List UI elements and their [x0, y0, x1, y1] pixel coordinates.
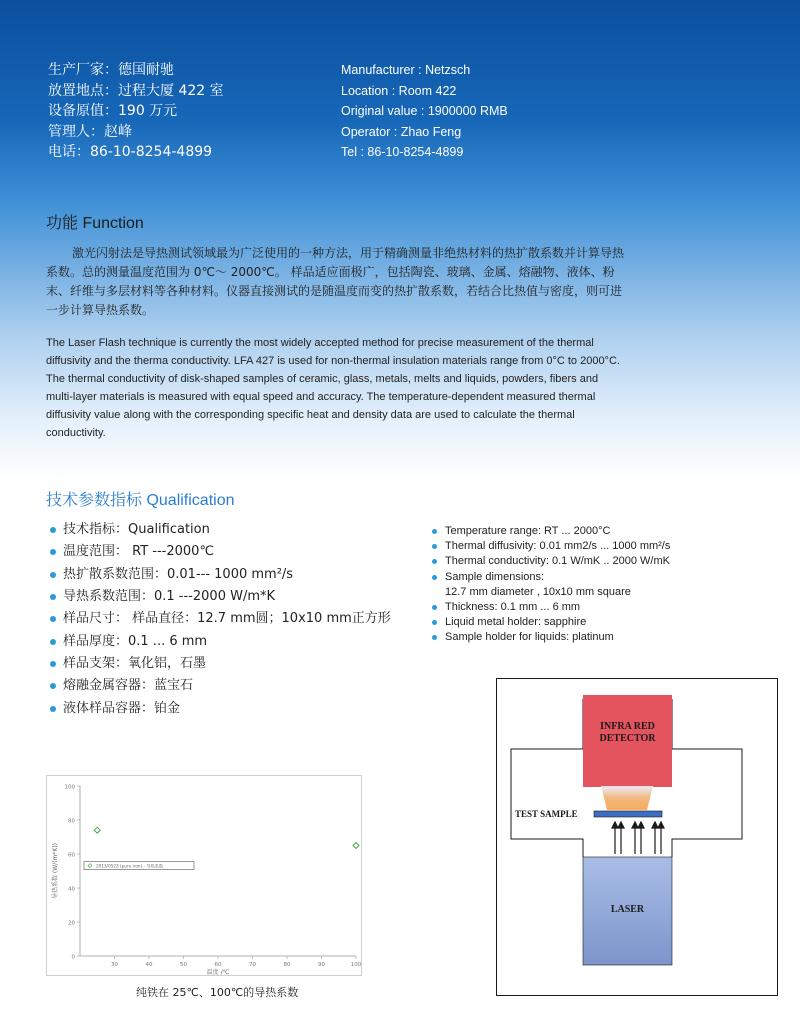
- bullet-icon: [432, 575, 437, 580]
- x-tick-label: 100: [350, 962, 362, 968]
- detector-label-2: DETECTOR: [599, 733, 656, 744]
- bullet-icon: [432, 529, 437, 534]
- qualification-title: 技术参数指标 Qualification: [46, 492, 235, 509]
- bullet-icon: [432, 605, 437, 610]
- y-axis-label: 导热系数 (W/(m*K)): [52, 842, 59, 900]
- function-text-en-2: The thermal conductivity of disk-shaped samples of ceramic, glass, metals, melts and liquids, powders, fibers and multi-layer materials is measured with equal speed and accuracy. The temperature-dependent measured thermal diffusivity value along with the corresponding specific heat and density data are used to calculate the thermal conductivity.: [46, 373, 599, 439]
- function-text-en: [46, 334, 621, 442]
- list-item: 样品支架：氧化铝，石墨: [50, 653, 391, 675]
- y-tick-label: 100: [64, 784, 75, 791]
- data-point: [94, 827, 100, 833]
- x-tick-label: 90: [318, 962, 325, 968]
- list-item: Temperature range: RT ... 2000°C: [432, 524, 670, 539]
- info-manufacturer-zh: 生产厂家：德国耐驰: [48, 62, 174, 78]
- y-tick-label: 80: [68, 818, 75, 825]
- bullet-icon: [432, 620, 437, 625]
- laser-arrows: [612, 822, 664, 854]
- detector-label-1: INFRA RED: [600, 721, 655, 732]
- info-value-en: Original value : 1900000 RMB: [341, 104, 508, 118]
- list-item: Liquid metal holder: sapphire: [432, 615, 670, 630]
- list-item: 热扩散系数范围：0.01--- 1000 mm²/s: [50, 564, 391, 586]
- x-tick-label: 40: [145, 962, 153, 968]
- bullet-icon: [432, 635, 437, 640]
- info-zh: [48, 60, 224, 163]
- list-item: 液体样品容器：铂金: [50, 697, 391, 719]
- list-item: Thickness: 0.1 mm ... 6 mm: [432, 600, 670, 615]
- info-location-en: Location : Room 422: [341, 83, 457, 98]
- info-en: [341, 60, 508, 163]
- list-item: Thermal diffusivity: 0.01 mm2/s ... 1000 mm²/s: [432, 539, 670, 554]
- bullet-icon: [50, 639, 56, 645]
- info-manufacturer-en: Manufacturer : Netzsch: [341, 63, 471, 77]
- list-item-sub: 12.7 mm diameter , 10x10 mm square: [445, 585, 631, 598]
- info-tel-zh: 电话：86-10-8254-4899: [48, 144, 213, 160]
- chart-legend: 2013/0523 (pure iron) - 导热系数: [96, 863, 164, 869]
- list-item: 导热系数范围：0.1 ---2000 W/m*K: [50, 586, 391, 608]
- bullet-icon: [432, 544, 437, 549]
- list-item: Thermal conductivity: 0.1 W/mK .. 2000 W/mK: [432, 554, 670, 569]
- chart-caption: 纯铁在 25℃、100℃的导热系数: [136, 986, 299, 999]
- list-item: 样品尺寸： 样品直径：12.7 mm圆；10x10 mm正方形: [50, 608, 391, 630]
- laser-flash-diagram: [496, 678, 778, 996]
- info-operator-en: Operator : Zhao Feng: [341, 124, 462, 139]
- y-tick-label: 0: [71, 954, 75, 961]
- y-tick-label: 40: [68, 886, 75, 893]
- heat-cone: [601, 786, 653, 810]
- bullet-icon: [50, 594, 56, 600]
- info-location-zh: 放置地点：过程大厦 422 室: [48, 82, 224, 99]
- x-axis-label: 温度 /℃: [206, 969, 230, 976]
- x-tick-label: 80: [283, 962, 291, 968]
- qualification-list-en: [432, 524, 670, 646]
- list-item: 熔融金属容器：蓝宝石: [50, 675, 391, 697]
- function-text-zh: 激光闪射法是导热测试领域最为广泛使用的一种方法，用于精确测量非绝热材料的热扩散系数并计算导热系数。总的测量温度范围为 0℃～ 2000℃。 样品适应面极广，包括陶瓷、玻璃、金属、熔融物、液体、粉末、纤维与多层材料等各种材料。仪器直接测试的是随温度而变的热扩散系数，若结合比热值与密度，则可进一步计算导热系数。: [46, 246, 625, 317]
- bullet-icon: [50, 549, 56, 555]
- test-sample-label: TEST SAMPLE: [515, 809, 578, 819]
- chart-svg: [47, 776, 363, 977]
- list-item: 温度范围： RT ---2000℃: [50, 541, 391, 563]
- info-value-zh: 设备原值：190 万元: [48, 103, 178, 119]
- bullet-icon: [432, 559, 437, 564]
- function-text-en-1: The Laser Flash technique is currently the most widely accepted method for precise measurement of the thermal diffusivity and the therma conductivity. LFA 427 is used for non-thermal insulation materials range from 0°C to 2000°C.: [46, 337, 620, 367]
- bullet-icon: [50, 683, 56, 689]
- y-tick-label: 60: [68, 852, 75, 859]
- x-tick-label: 30: [111, 962, 118, 968]
- bullet-icon: [50, 661, 56, 667]
- list-item: Sample holder for liquids: platinum: [432, 630, 670, 645]
- qualification-list-zh: [50, 519, 391, 720]
- x-tick-label: 70: [249, 962, 256, 968]
- bullet-icon: [50, 616, 56, 622]
- conductivity-chart: [46, 775, 362, 976]
- list-item: 样品厚度：0.1 ... 6 mm: [50, 630, 391, 652]
- info-operator-zh: 管理人：赵峰: [48, 123, 132, 140]
- test-sample: [594, 811, 662, 817]
- function-title: 功能 Function: [46, 215, 144, 232]
- y-tick-label: 20: [68, 920, 75, 927]
- data-point: [353, 843, 359, 849]
- x-tick-label: 60: [214, 962, 222, 968]
- list-item: 技术指标：Qualification: [50, 519, 391, 541]
- list-item: Sample dimensions:: [432, 570, 670, 585]
- bullet-icon: [50, 572, 56, 578]
- bullet-icon: [50, 527, 56, 533]
- info-tel-en: Tel : 86-10-8254-4899: [341, 145, 464, 159]
- x-tick-label: 50: [180, 962, 187, 968]
- bullet-icon: [50, 706, 56, 712]
- laser-label: LASER: [610, 904, 645, 915]
- diagram-svg: [497, 679, 779, 997]
